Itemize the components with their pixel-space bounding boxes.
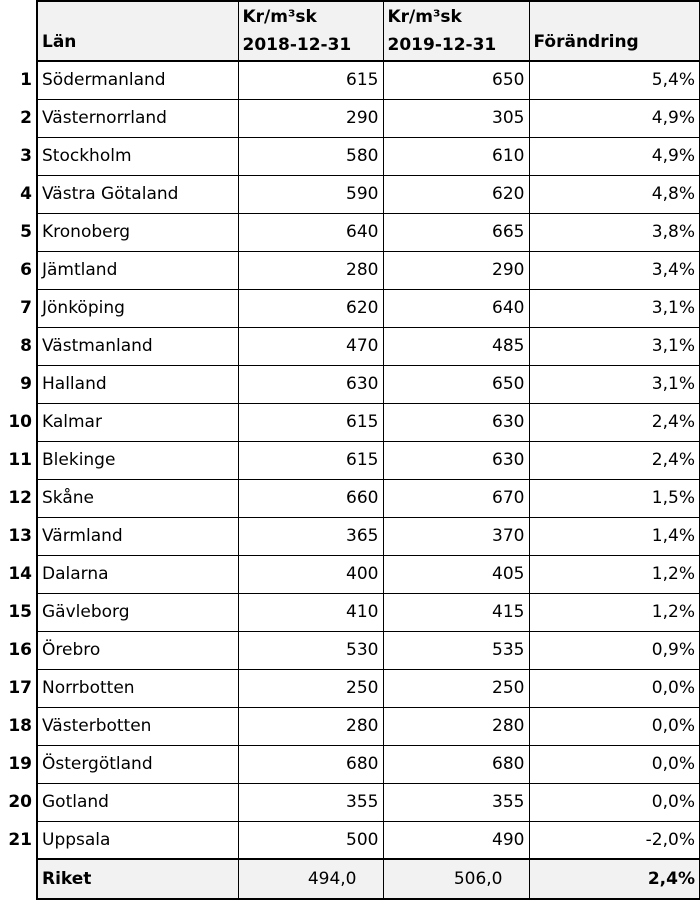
row-value-2019: 650 — [383, 61, 529, 99]
row-change: 3,1% — [529, 365, 700, 403]
table-row — [0, 479, 700, 517]
table-row — [0, 593, 700, 631]
row-change: 4,9% — [529, 99, 700, 137]
row-value-2019: 305 — [383, 99, 529, 137]
row-change: 0,0% — [529, 707, 700, 745]
table-row — [0, 175, 700, 213]
row-value-2018: 365 — [238, 517, 383, 555]
row-value-2019: 485 — [383, 327, 529, 365]
row-county-name: Västmanland — [37, 327, 238, 365]
row-value-2018: 615 — [238, 61, 383, 99]
row-county-name: Jönköping — [37, 289, 238, 327]
header-row — [0, 1, 700, 61]
row-county-name: Jämtland — [37, 251, 238, 289]
header-2019-date: 2019-12-31 — [387, 35, 497, 55]
row-county-name: Västra Götaland — [37, 175, 238, 213]
row-rank: 4 — [20, 184, 32, 204]
row-change: -2,0% — [529, 821, 700, 859]
row-change: 4,9% — [529, 137, 700, 175]
row-change: 5,4% — [529, 61, 700, 99]
row-county-name: Västerbotten — [37, 707, 238, 745]
table-row — [0, 517, 700, 555]
row-county-name: Skåne — [37, 479, 238, 517]
row-county-name: Stockholm — [37, 137, 238, 175]
row-value-2019: 290 — [383, 251, 529, 289]
row-county-name: Kalmar — [37, 403, 238, 441]
row-rank: 14 — [8, 564, 32, 584]
row-value-2018: 660 — [238, 479, 383, 517]
row-value-2018: 530 — [238, 631, 383, 669]
table-row — [0, 327, 700, 365]
row-value-2018: 590 — [238, 175, 383, 213]
row-value-2018: 250 — [238, 669, 383, 707]
row-value-2018: 620 — [238, 289, 383, 327]
table-row — [0, 137, 700, 175]
row-value-2019: 535 — [383, 631, 529, 669]
row-rank: 17 — [8, 678, 32, 698]
row-value-2019: 490 — [383, 821, 529, 859]
row-rank: 1 — [20, 70, 32, 90]
row-value-2019: 620 — [383, 175, 529, 213]
table-row — [0, 631, 700, 669]
table-row — [0, 821, 700, 859]
row-change: 1,4% — [529, 517, 700, 555]
row-value-2018: 355 — [238, 783, 383, 821]
row-county-name: Halland — [37, 365, 238, 403]
row-value-2019: 630 — [383, 403, 529, 441]
row-rank: 8 — [20, 336, 32, 356]
row-value-2018: 630 — [238, 365, 383, 403]
row-value-2018: 470 — [238, 327, 383, 365]
row-value-2018: 410 — [238, 593, 383, 631]
row-value-2018: 280 — [238, 251, 383, 289]
row-rank: 9 — [20, 374, 32, 394]
row-value-2019: 355 — [383, 783, 529, 821]
row-county-name: Värmland — [37, 517, 238, 555]
row-value-2019: 250 — [383, 669, 529, 707]
total-row — [0, 859, 700, 899]
row-value-2018: 615 — [238, 403, 383, 441]
total-value-2019: 506,0 — [383, 859, 529, 899]
row-change: 0,9% — [529, 631, 700, 669]
row-change: 2,4% — [529, 441, 700, 479]
row-value-2019: 280 — [383, 707, 529, 745]
row-county-name: Dalarna — [37, 555, 238, 593]
row-value-2018: 580 — [238, 137, 383, 175]
row-value-2018: 680 — [238, 745, 383, 783]
row-change: 0,0% — [529, 783, 700, 821]
row-value-2019: 665 — [383, 213, 529, 251]
table-row — [0, 745, 700, 783]
table-row — [0, 61, 700, 99]
row-rank: 10 — [8, 412, 32, 432]
total-value-2018: 494,0 — [238, 859, 383, 899]
row-rank: 18 — [8, 716, 32, 736]
row-rank: 20 — [8, 792, 32, 812]
table-row — [0, 403, 700, 441]
row-rank: 16 — [8, 640, 32, 660]
row-value-2019: 670 — [383, 479, 529, 517]
row-value-2019: 610 — [383, 137, 529, 175]
row-county-name: Blekinge — [37, 441, 238, 479]
row-change: 0,0% — [529, 745, 700, 783]
row-rank: 13 — [8, 526, 32, 546]
row-rank: 2 — [20, 108, 32, 128]
row-rank: 15 — [8, 602, 32, 622]
row-county-name: Gotland — [37, 783, 238, 821]
row-county-name: Norrbotten — [37, 669, 238, 707]
row-rank: 3 — [20, 146, 32, 166]
header-lan: Län — [37, 1, 238, 61]
header-rank-spacer — [0, 1, 37, 61]
header-2019-unit: Kr/m³sk — [387, 7, 462, 27]
row-county-name: Västernorrland — [37, 99, 238, 137]
row-change: 3,1% — [529, 327, 700, 365]
row-value-2018: 615 — [238, 441, 383, 479]
table-row — [0, 365, 700, 403]
header-2019 — [383, 1, 529, 61]
row-county-name: Örebro — [37, 631, 238, 669]
row-value-2019: 640 — [383, 289, 529, 327]
row-rank: 11 — [8, 450, 32, 470]
table-row — [0, 441, 700, 479]
row-value-2018: 500 — [238, 821, 383, 859]
header-2018 — [238, 1, 383, 61]
table-row — [0, 251, 700, 289]
table-row — [0, 783, 700, 821]
header-2018-date: 2018-12-31 — [242, 35, 352, 55]
row-change: 4,8% — [529, 175, 700, 213]
row-county-name: Östergötland — [37, 745, 238, 783]
row-value-2019: 370 — [383, 517, 529, 555]
row-value-2018: 400 — [238, 555, 383, 593]
row-rank: 21 — [8, 830, 32, 850]
row-rank: 19 — [8, 754, 32, 774]
row-county-name: Södermanland — [37, 61, 238, 99]
table-row — [0, 213, 700, 251]
total-name: Riket — [37, 859, 238, 899]
row-change: 1,2% — [529, 593, 700, 631]
total-change: 2,4% — [529, 859, 700, 899]
row-change: 1,2% — [529, 555, 700, 593]
row-change: 3,8% — [529, 213, 700, 251]
row-value-2018: 280 — [238, 707, 383, 745]
row-county-name: Kronoberg — [37, 213, 238, 251]
row-county-name: Gävleborg — [37, 593, 238, 631]
row-rank: 6 — [20, 260, 32, 280]
row-change: 3,1% — [529, 289, 700, 327]
table-row — [0, 669, 700, 707]
row-rank: 7 — [20, 298, 32, 318]
row-value-2019: 415 — [383, 593, 529, 631]
row-value-2019: 650 — [383, 365, 529, 403]
row-county-name: Uppsala — [37, 821, 238, 859]
row-change: 1,5% — [529, 479, 700, 517]
row-rank: 12 — [8, 488, 32, 508]
table-row — [0, 99, 700, 137]
header-2018-unit: Kr/m³sk — [242, 7, 317, 27]
row-value-2018: 290 — [238, 99, 383, 137]
row-rank: 5 — [20, 222, 32, 242]
row-value-2019: 630 — [383, 441, 529, 479]
table-row — [0, 707, 700, 745]
table-row — [0, 289, 700, 327]
row-value-2019: 405 — [383, 555, 529, 593]
row-value-2019: 680 — [383, 745, 529, 783]
row-change: 3,4% — [529, 251, 700, 289]
table-row — [0, 555, 700, 593]
header-change: Förändring — [529, 1, 700, 61]
row-value-2018: 640 — [238, 213, 383, 251]
row-change: 0,0% — [529, 669, 700, 707]
row-change: 2,4% — [529, 403, 700, 441]
total-rank-spacer — [0, 859, 37, 899]
